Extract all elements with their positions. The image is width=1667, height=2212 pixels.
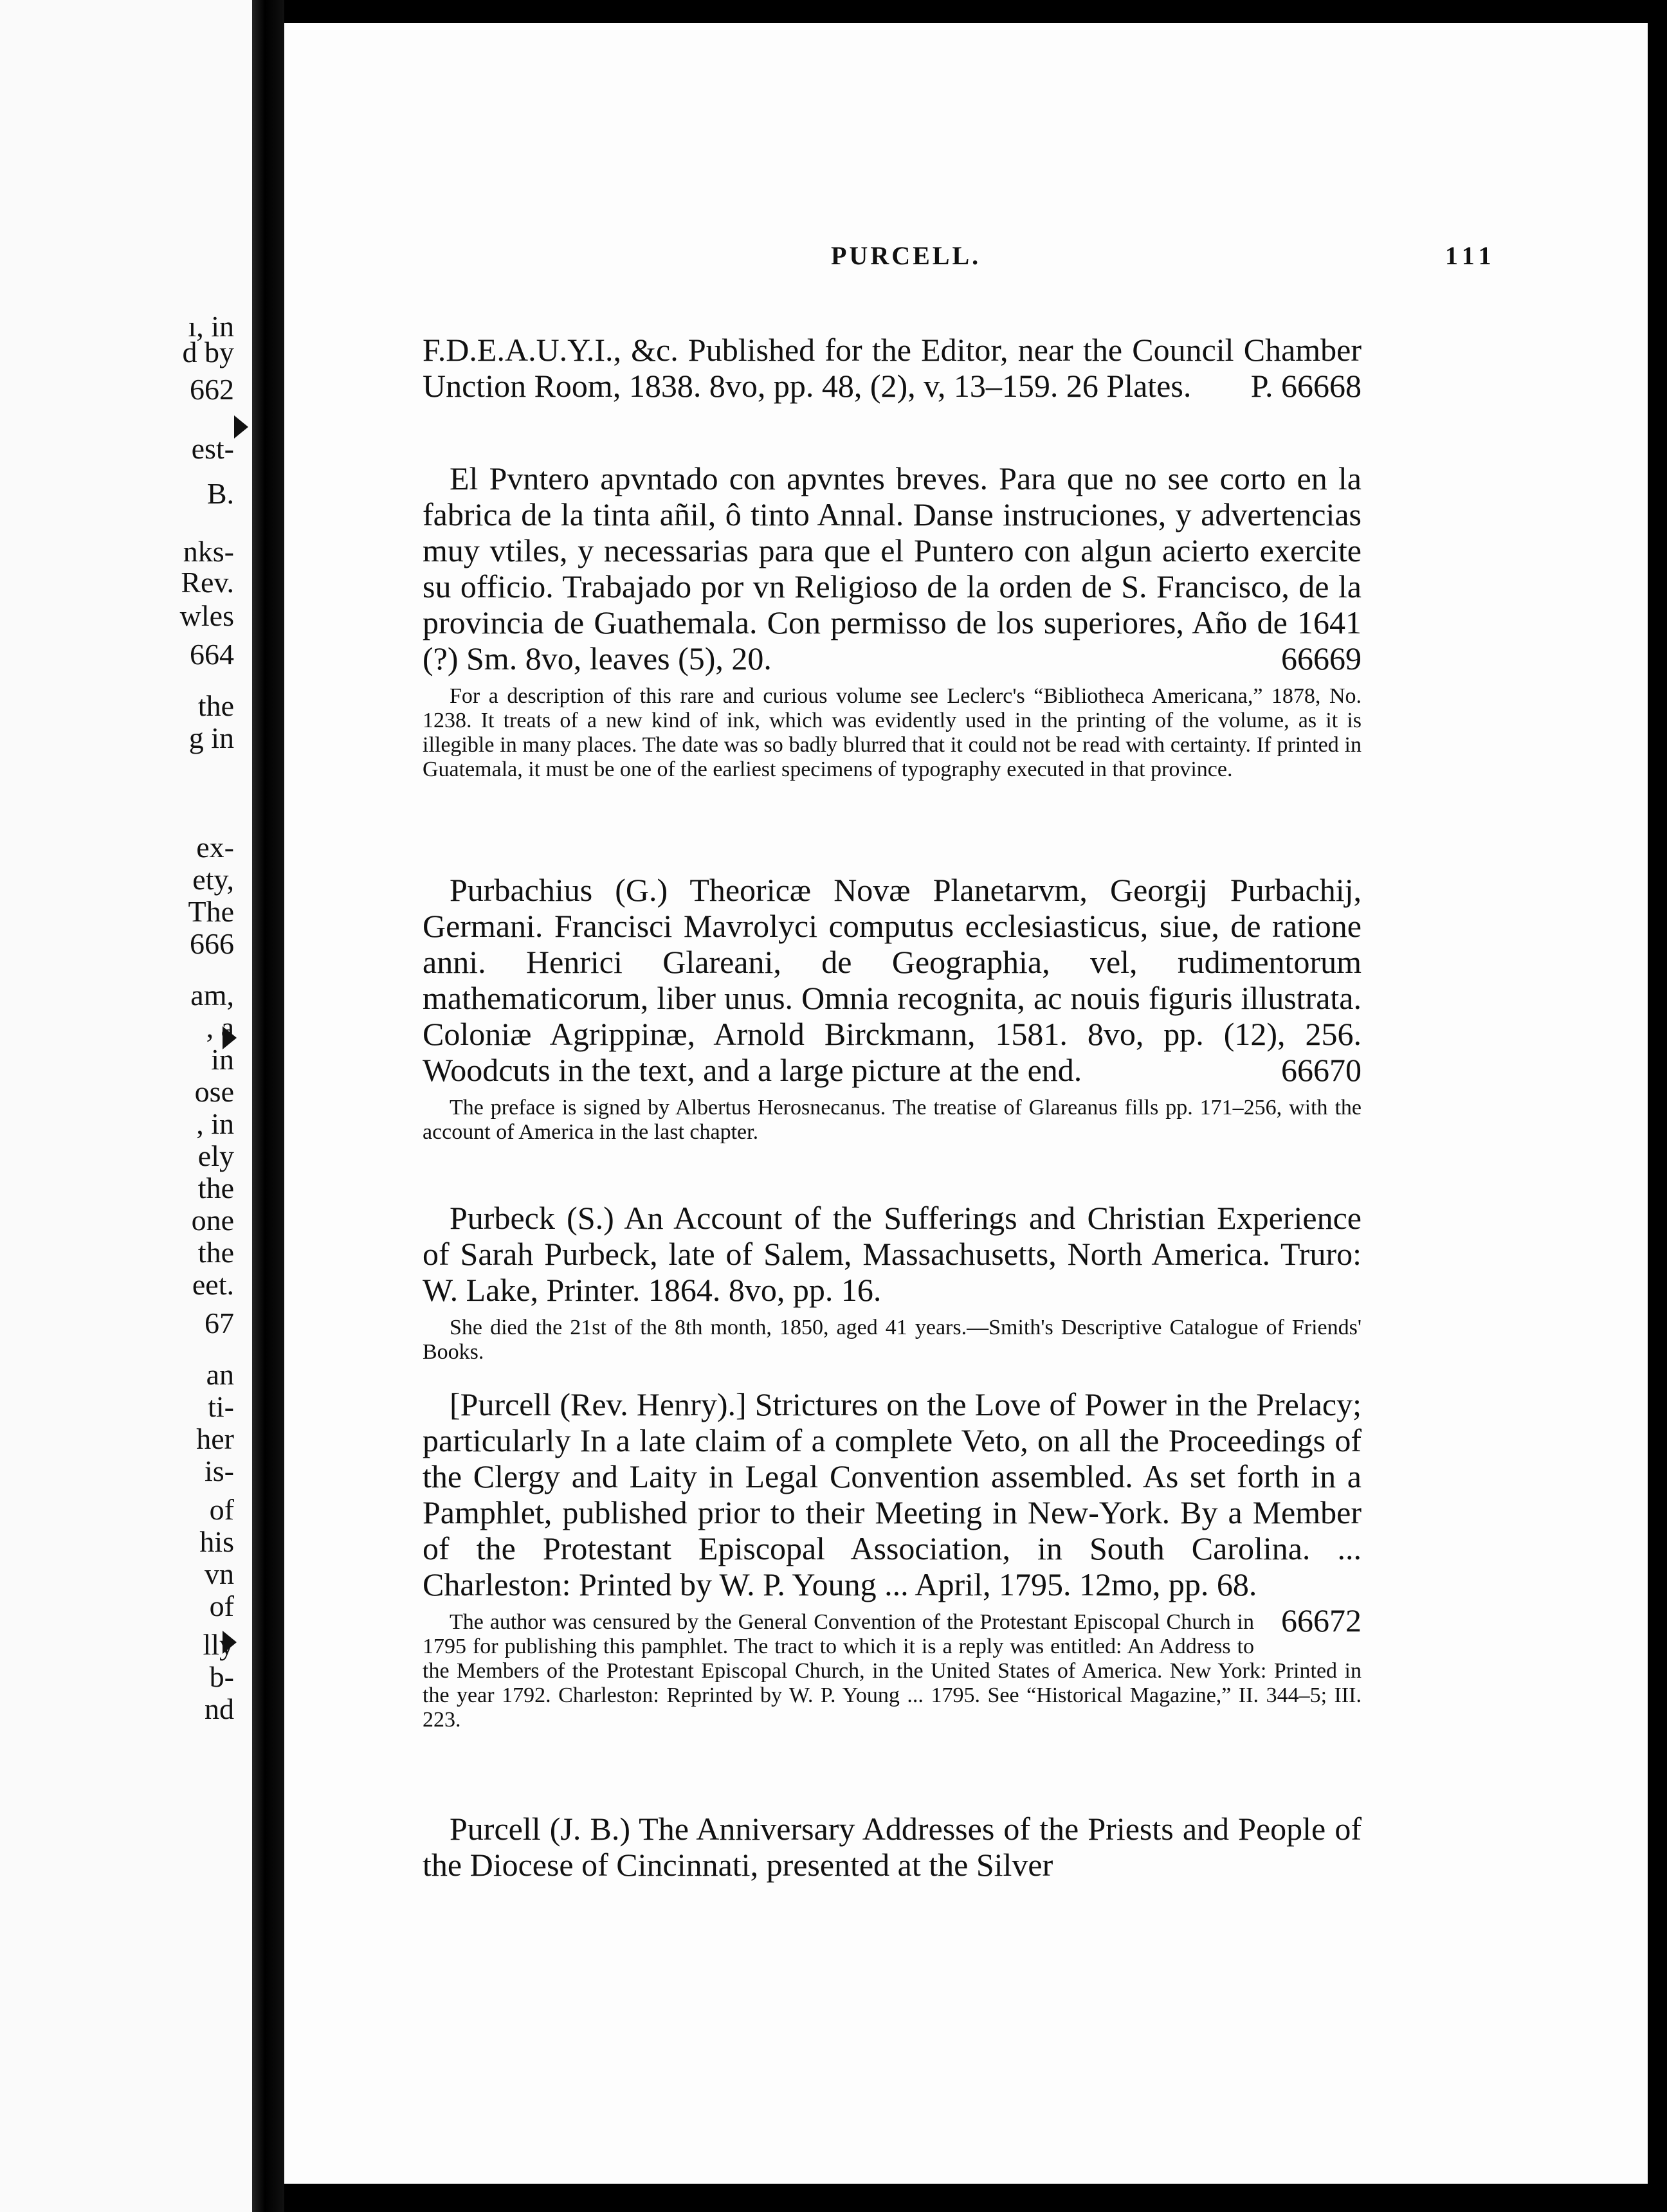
catalogue-entry-purbeck xyxy=(423,1200,1362,1364)
previous-page-text-fragment: in xyxy=(211,1043,234,1076)
previous-page-text-fragment: 67 xyxy=(205,1307,234,1339)
previous-page-text-fragment: 664 xyxy=(190,638,234,671)
entry-text: El Pvntero apvntado con apvntes breves. Para que no see corto en la fabrica de la tinta añil, ô tinto Annal. Danse instruciones, y advertencias muy vtiles, y necessarias para que el Puntero con algun acierto exercite su officio. Trabajado por vn Religioso de la orden de S. Francisco, de la provincia de Guathemala. Con permisso de los superiores, Año de 1641 (?) Sm. 8vo, leaves (5), 20. xyxy=(423,460,1362,676)
running-head-title: PURCELL. xyxy=(831,241,981,270)
previous-page-text-fragment: am, xyxy=(190,979,234,1011)
catalogue-entry-66670 xyxy=(423,872,1362,1145)
previous-page-text-fragment: his xyxy=(199,1525,234,1558)
previous-page-text-fragment: wles xyxy=(179,599,234,632)
previous-page-text-fragment: , a xyxy=(206,1011,234,1044)
previous-page-text-fragment: B. xyxy=(206,477,234,510)
previous-page-text-fragment: ti- xyxy=(208,1390,234,1423)
entry-note: The author was censured by the General Convention of the Protestant Episcopal Church in 1795 for publishing this pamphlet. The tract to which it is a reply was entitled: An Address to the Members of the Protestant Episcopal Church, in the United States of America. New York: Printed in the year 1792. Charleston: Reprinted by W. P. Young ... 1795. See “Historical Magazine,” II. 344–5; III. 223. xyxy=(423,1610,1362,1732)
previous-page-text-fragment: of xyxy=(209,1493,234,1526)
previous-page-text-fragment: her xyxy=(196,1422,234,1455)
previous-page-text-fragment: the xyxy=(197,689,234,722)
previous-page-text-fragment: the xyxy=(197,1236,234,1269)
catalogue-entry-66672 xyxy=(423,1386,1362,1732)
previous-page-text-fragment: 662 xyxy=(190,373,234,406)
previous-page-text-fragment: est- xyxy=(191,432,234,465)
catalogue-entry-66668 xyxy=(423,332,1362,404)
entry-number: P. 66668 xyxy=(1250,368,1362,404)
previous-page-text-fragment: eet. xyxy=(192,1268,234,1301)
margin-mark xyxy=(234,415,248,439)
previous-page-text-fragment: ı, in xyxy=(188,310,234,343)
page-number: 111 xyxy=(1445,241,1497,270)
previous-page-text-fragment: ely xyxy=(197,1139,234,1172)
entry-text: Purbachius (G.) Theoricæ Novæ Planetarvm, Georgij Purbachij, Germani. Francisci Mavrolyci computus ecclesiasticus, siue, de ratione anni. Henrici Glareani, de Geographia, vel, rudimentorum mathematicorum, liber unus. Omnia recognita, ac nouis figuris illustrata. Coloniæ Agrippinæ, Arnold Birckmann, 1581. 8vo, pp. (12), 256. Woodcuts in the text, and a large picture at the end. xyxy=(423,872,1362,1088)
previous-page-text-fragment: ex- xyxy=(196,831,234,864)
previous-page-text-fragment: ety, xyxy=(192,863,234,896)
previous-page-text-fragment: one xyxy=(191,1204,234,1237)
previous-page-text-fragment: , in xyxy=(196,1107,234,1140)
entry-note: She died the 21st of the 8th month, 1850, aged 41 years.—Smith's Descriptive Catalogue of Friends' Books. xyxy=(423,1316,1362,1364)
previous-page-text-fragment: d by xyxy=(182,336,234,368)
previous-page-text-fragment: nks- xyxy=(183,535,234,568)
previous-page-text-fragment: g in xyxy=(188,721,234,754)
book-gutter xyxy=(252,0,284,2212)
book-page xyxy=(284,23,1648,2184)
margin-mark xyxy=(223,1026,237,1049)
previous-page-text-fragment: b- xyxy=(209,1660,234,1693)
previous-page-fragment xyxy=(0,0,252,2212)
entry-number: 66670 xyxy=(1281,1052,1362,1088)
entry-note: The preface is signed by Albertus Herosnecanus. The treatise of Glareanus fills pp. 171–256, with the account of America in the last chapter. xyxy=(423,1096,1362,1144)
margin-mark xyxy=(223,1631,237,1654)
previous-page-text-fragment: The xyxy=(188,895,234,928)
previous-page-text-fragment: of xyxy=(209,1590,234,1622)
entry-note: For a description of this rare and curious volume see Leclerc's “Bibliotheca Americana,” 1878, No. 1238. It treats of a new kind of ink, which was evidently used in the printing of the volume, as it is illegible in many places. The date was so badly blurred that it could not be read with certainty. If printed in Guatemala, it must be one of the earliest specimens of typography executed in that province. xyxy=(423,684,1362,781)
previous-page-text-fragment: Rev. xyxy=(181,566,234,599)
previous-page-text-fragment: nd xyxy=(205,1692,234,1725)
previous-page-text-fragment: is- xyxy=(205,1455,234,1487)
previous-page-text-fragment: vn xyxy=(205,1557,234,1590)
entry-text: [Purcell (Rev. Henry).] Strictures on the Love of Power in the Prelacy; particularly In a late claim of a complete Veto, on all the Proceedings of the Clergy and Laity in Legal Convention assembled. As set forth in a Pamphlet, published prior to their Meeting in New-York. By a Member of the Protestant Episcopal Association, in South Carolina. ... Charleston: Printed by W. P. Young ... April, 1795. 12mo, pp. 68. xyxy=(423,1386,1362,1602)
previous-page-text-fragment: the xyxy=(197,1172,234,1204)
entry-number: 66672 xyxy=(1281,1602,1362,1638)
entry-number: 66669 xyxy=(1281,640,1362,676)
page-edge xyxy=(1648,0,1667,2212)
entry-text: F.D.E.A.U.Y.I., &c. Published for the Editor, near the Council Chamber Unction Room, 1838. 8vo, pp. 48, (2), v, 13–159. 26 Plates. xyxy=(423,332,1362,404)
catalogue-entry-66669 xyxy=(423,460,1362,782)
previous-page-text-fragment: lly xyxy=(203,1628,234,1661)
previous-page-text-fragment: ose xyxy=(194,1075,234,1108)
running-head xyxy=(423,240,1644,279)
entry-text: Purcell (J. B.) The Anniversary Addresses of the Priests and People of the Diocese of Cincinnati, presented at the Silver xyxy=(423,1811,1362,1883)
previous-page-text-fragment: 666 xyxy=(190,927,234,960)
catalogue-entry-purcell-jb xyxy=(423,1811,1362,1883)
previous-page-text-fragment: an xyxy=(206,1358,234,1391)
entry-text: Purbeck (S.) An Account of the Sufferings and Christian Experience of Sarah Purbeck, late of Salem, Massachusetts, North America. Truro: W. Lake, Printer. 1864. 8vo, pp. 16. xyxy=(423,1200,1362,1308)
